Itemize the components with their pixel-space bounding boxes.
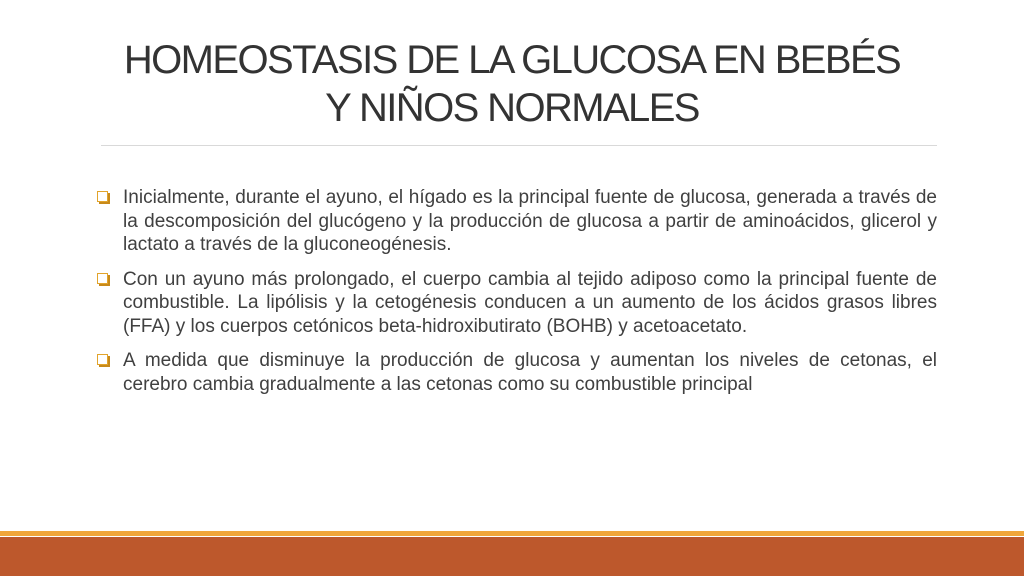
bullet-item — [96, 186, 937, 257]
bullet-text: Con un ayuno más prolongado, el cuerpo cambia al tejido adiposo como la principal fuente de combustible. La lipólisis y la cetogénesis conducen a un aumento de los ácidos grasos libres (FFA) y los cuerpos cetónicos beta-hidroxibutirato (BOHB) y acetoacetato. — [123, 268, 937, 337]
footer-band — [0, 537, 1024, 576]
slide-title-line-1: HOMEOSTASIS DE LA GLUCOSA EN BEBÉS — [123, 38, 901, 82]
title-divider — [101, 145, 937, 146]
bullet-item — [96, 268, 937, 339]
square-bullet-icon — [97, 273, 108, 284]
bullet-text: Inicialmente, durante el ayuno, el hígado es la principal fuente de glucosa, generada a través de la descomposición del glucógeno y la producción de glucosa a partir de aminoácidos, glicerol y lactato a través de la gluconeogénesis. — [123, 187, 937, 255]
square-bullet-icon — [97, 354, 108, 365]
footer-accent-line — [0, 531, 1024, 536]
bullet-item — [96, 349, 937, 396]
slide-title-line-2: Y NIÑOS NORMALES — [325, 86, 699, 130]
bullet-list — [96, 186, 937, 407]
square-bullet-icon — [97, 191, 108, 202]
bullet-text: A medida que disminuye la producción de glucosa y aumentan los niveles de cetonas, el cerebro cambia gradualmente a las cetonas como su combustible principal — [123, 350, 937, 395]
slide-title — [90, 36, 934, 132]
